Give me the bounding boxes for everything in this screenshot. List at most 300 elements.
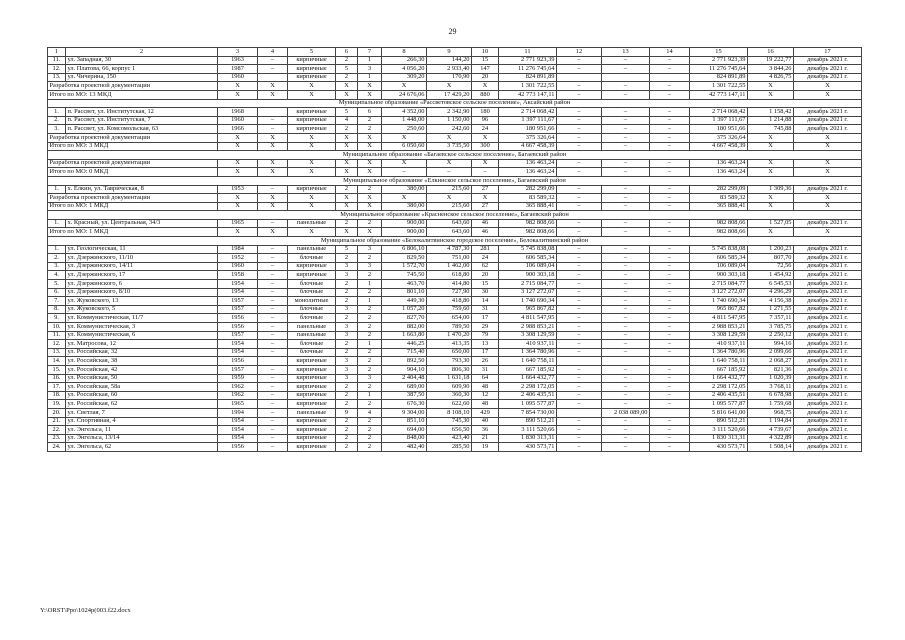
table-cell: 2 bbox=[358, 400, 382, 409]
table-cell: 5 745 838,08 bbox=[690, 245, 748, 254]
table-cell: 19 222,77 bbox=[748, 56, 794, 65]
table-cell: 2 bbox=[336, 314, 358, 323]
table-cell: декабрь 2021 г. bbox=[794, 348, 862, 357]
table-cell: 606 585,34 bbox=[499, 254, 557, 263]
table-cell: 449,30 bbox=[382, 297, 427, 306]
table-cell: – bbox=[557, 202, 602, 211]
table-cell: – bbox=[258, 400, 288, 409]
table-cell: 300 bbox=[472, 142, 499, 151]
table-cell: X bbox=[258, 168, 288, 177]
table-cell: – bbox=[650, 434, 690, 443]
table-cell: – bbox=[650, 202, 690, 211]
table-row bbox=[48, 314, 862, 323]
table-cell: – bbox=[557, 65, 602, 74]
table-cell: 1 759,68 bbox=[748, 400, 794, 409]
header-cell: 4 bbox=[258, 48, 288, 57]
table-cell: декабрь 2021 г. bbox=[794, 280, 862, 289]
table-cell: 715,40 bbox=[382, 348, 427, 357]
table-cell: 365 888,41 bbox=[690, 202, 748, 211]
table-cell: 10. bbox=[48, 323, 66, 332]
table-cell: – bbox=[258, 271, 288, 280]
table-cell: X bbox=[218, 159, 258, 168]
table-cell: 26 bbox=[472, 357, 499, 366]
address-cell: ул. Коммунистическая, 11/7 bbox=[66, 314, 218, 323]
table-cell: – bbox=[602, 142, 650, 151]
table-cell: кирпичные bbox=[288, 357, 336, 366]
table-cell: – bbox=[258, 434, 288, 443]
table-cell: – bbox=[557, 340, 602, 349]
table-cell: X bbox=[288, 168, 336, 177]
table-cell: 24 bbox=[472, 125, 499, 134]
table-cell: 3 844,26 bbox=[748, 65, 794, 74]
table-cell: 667 185,92 bbox=[690, 365, 748, 374]
table-cell: 64 bbox=[472, 374, 499, 383]
table-cell: 180 951,66 bbox=[690, 125, 748, 134]
table-cell: 2 406 435,51 bbox=[690, 391, 748, 400]
table-cell: 1 527,05 bbox=[748, 219, 794, 228]
summary-row bbox=[48, 133, 862, 142]
table-cell: – bbox=[258, 348, 288, 357]
table-cell: X bbox=[358, 90, 382, 99]
table-cell: X bbox=[358, 133, 382, 142]
table-cell: 1954 bbox=[218, 434, 258, 443]
table-cell: 4 811 547,95 bbox=[690, 314, 748, 323]
table-cell: 1984 bbox=[218, 245, 258, 254]
table-cell: 3 111 520,66 bbox=[690, 426, 748, 435]
table-cell: – bbox=[258, 262, 288, 271]
table-cell: – bbox=[602, 194, 650, 203]
table-cell: декабрь 2021 г. bbox=[794, 305, 862, 314]
table-cell: – bbox=[557, 133, 602, 142]
table-cell: – bbox=[602, 417, 650, 426]
table-cell: кирпичные bbox=[288, 262, 336, 271]
table-cell: – bbox=[650, 108, 690, 117]
table-cell: 2 988 853,21 bbox=[499, 323, 557, 332]
table-cell: 2 bbox=[336, 56, 358, 65]
address-cell: ул. Коммунистическая, 6 bbox=[66, 331, 218, 340]
table-cell: 1 bbox=[358, 391, 382, 400]
table-cell: 3 127 272,07 bbox=[690, 288, 748, 297]
table-cell: 20 bbox=[472, 73, 499, 82]
table-cell: 2 bbox=[358, 185, 382, 194]
table-cell: кирпичные bbox=[288, 116, 336, 125]
table-cell: декабрь 2021 г. bbox=[794, 65, 862, 74]
table-cell: 751,00 bbox=[427, 254, 472, 263]
table-cell: декабрь 2021 г. bbox=[794, 408, 862, 417]
table-cell: 656,50 bbox=[427, 426, 472, 435]
table-row bbox=[48, 434, 862, 443]
table-cell: 20. bbox=[48, 408, 66, 417]
address-cell: ул. Российская, 58а bbox=[66, 383, 218, 392]
table-cell: кирпичные bbox=[288, 383, 336, 392]
table-cell: – bbox=[557, 314, 602, 323]
table-cell: 375 326,64 bbox=[499, 133, 557, 142]
table-cell: – bbox=[557, 271, 602, 280]
table-cell: 22. bbox=[48, 426, 66, 435]
table-cell: X bbox=[794, 142, 862, 151]
table-cell: – bbox=[557, 116, 602, 125]
section-heading: Муниципальное образование «Багаевское сельское поселение», Багаевский район bbox=[48, 151, 862, 160]
table-cell: – bbox=[650, 426, 690, 435]
table-row bbox=[48, 408, 862, 417]
table-cell: 83 589,32 bbox=[499, 194, 557, 203]
table-cell: 982 808,66 bbox=[499, 219, 557, 228]
table-cell: 618,80 bbox=[427, 271, 472, 280]
table-cell: – bbox=[650, 65, 690, 74]
summary-label: Разработка проектной документации bbox=[48, 133, 218, 142]
table-cell: 2 bbox=[336, 288, 358, 297]
table-cell: 4 156,38 bbox=[748, 297, 794, 306]
table-cell: 982 808,66 bbox=[690, 228, 748, 237]
table-cell: 2 933,40 bbox=[427, 65, 472, 74]
table-cell: – bbox=[650, 219, 690, 228]
table-cell: – bbox=[650, 391, 690, 400]
table-cell: X bbox=[794, 133, 862, 142]
table-cell: 827,70 bbox=[382, 314, 427, 323]
table-cell: блочные bbox=[288, 348, 336, 357]
table-cell: 1. bbox=[48, 185, 66, 194]
table-cell: 982 808,66 bbox=[499, 228, 557, 237]
table-cell: 62 bbox=[472, 262, 499, 271]
table-cell bbox=[557, 408, 602, 417]
table-cell: кирпичные bbox=[288, 443, 336, 452]
table-cell: – bbox=[602, 133, 650, 142]
table-cell: 848,00 bbox=[382, 434, 427, 443]
table-cell: 2 bbox=[358, 305, 382, 314]
table-cell: 42 773 147,11 bbox=[690, 90, 748, 99]
table-cell: блочные bbox=[288, 254, 336, 263]
table-cell: 3 bbox=[358, 245, 382, 254]
table-cell: 1965 bbox=[218, 219, 258, 228]
table-cell: 2 bbox=[336, 125, 358, 134]
table-cell: – bbox=[258, 340, 288, 349]
table-cell: 24 676,06 bbox=[382, 90, 427, 99]
table-cell: – bbox=[557, 417, 602, 426]
table-cell: 1 020,39 bbox=[748, 374, 794, 383]
table-cell: – bbox=[650, 116, 690, 125]
table-cell: – bbox=[650, 125, 690, 134]
table-row bbox=[48, 426, 862, 435]
table-cell: – bbox=[650, 142, 690, 151]
table-cell: – bbox=[557, 228, 602, 237]
address-cell: ул. Дзержинского, 8/10 bbox=[66, 288, 218, 297]
table-cell: блочные bbox=[288, 314, 336, 323]
table-cell: 429 bbox=[472, 408, 499, 417]
table-cell: 3 768,11 bbox=[748, 383, 794, 392]
summary-row bbox=[48, 82, 862, 91]
table-cell: 5 bbox=[336, 245, 358, 254]
table-cell: – bbox=[650, 314, 690, 323]
section-heading-row bbox=[48, 237, 862, 246]
section-heading-row bbox=[48, 176, 862, 185]
table-cell: X bbox=[258, 142, 288, 151]
table-cell: X bbox=[288, 228, 336, 237]
table-cell: 282 299,09 bbox=[690, 185, 748, 194]
table-cell: 7 357,11 bbox=[748, 314, 794, 323]
table-cell: – bbox=[650, 443, 690, 452]
table-cell: – bbox=[557, 348, 602, 357]
table-cell: декабрь 2021 г. bbox=[794, 374, 862, 383]
table-cell: 13. bbox=[48, 348, 66, 357]
table-cell: 15. bbox=[48, 365, 66, 374]
table-cell: – bbox=[258, 408, 288, 417]
table-cell: – bbox=[650, 82, 690, 91]
table-cell: 21 bbox=[472, 434, 499, 443]
table-cell: 2 bbox=[336, 340, 358, 349]
table-cell: декабрь 2021 г. bbox=[794, 219, 862, 228]
table-cell: X bbox=[472, 133, 499, 142]
table-cell: – bbox=[602, 434, 650, 443]
table-cell: X bbox=[794, 202, 862, 211]
table-cell: 1 057,20 bbox=[382, 305, 427, 314]
table-cell: – bbox=[258, 65, 288, 74]
table-cell: X bbox=[472, 159, 499, 168]
table-cell bbox=[650, 73, 690, 82]
table-cell: 1963 bbox=[218, 56, 258, 65]
table-cell: 14 bbox=[472, 297, 499, 306]
table-cell: панельные bbox=[288, 408, 336, 417]
table-cell: 2 bbox=[358, 348, 382, 357]
table-row bbox=[48, 297, 862, 306]
table-cell: 1957 bbox=[218, 305, 258, 314]
table-cell: 2 bbox=[358, 125, 382, 134]
table-cell: 1 663,80 bbox=[382, 331, 427, 340]
table-cell: 96 bbox=[472, 116, 499, 125]
address-cell: ул. Дзержинского, 17 bbox=[66, 271, 218, 280]
table-cell: 3 bbox=[358, 374, 382, 383]
table-cell: 1 095 577,87 bbox=[690, 400, 748, 409]
table-cell bbox=[602, 73, 650, 82]
data-table bbox=[47, 47, 862, 452]
table-cell: – bbox=[602, 323, 650, 332]
header-cell: 14 bbox=[650, 48, 690, 57]
table-row bbox=[48, 374, 862, 383]
page-number: 29 bbox=[448, 27, 457, 36]
table-cell: 3 127 272,07 bbox=[499, 288, 557, 297]
table-cell: 1958 bbox=[218, 271, 258, 280]
header-cell: 17 bbox=[794, 48, 862, 57]
table-cell: декабрь 2021 г. bbox=[794, 271, 862, 280]
table-cell: 2 bbox=[336, 297, 358, 306]
table-cell: X bbox=[258, 159, 288, 168]
table-cell: – bbox=[602, 271, 650, 280]
table-cell: X bbox=[358, 142, 382, 151]
table-cell: 11. bbox=[48, 56, 66, 65]
table-cell: 3 bbox=[358, 262, 382, 271]
table-cell: 1 200,23 bbox=[748, 245, 794, 254]
table-row bbox=[48, 305, 862, 314]
table-cell: 1 364 780,96 bbox=[690, 348, 748, 357]
table-cell: 880 bbox=[472, 90, 499, 99]
table-cell: 1 664 432,77 bbox=[499, 374, 557, 383]
header-cell: 16 bbox=[748, 48, 794, 57]
summary-row bbox=[48, 194, 862, 203]
table-cell: 242,60 bbox=[427, 125, 472, 134]
table-cell: 2 bbox=[358, 426, 382, 435]
table-cell: 144,20 bbox=[427, 56, 472, 65]
table-cell: 266,30 bbox=[382, 56, 427, 65]
header-cell: 7 bbox=[358, 48, 382, 57]
table-cell: 650,00 bbox=[427, 348, 472, 357]
table-cell: 446,25 bbox=[382, 340, 427, 349]
table-cell: X bbox=[382, 159, 427, 168]
table-cell: 106 089,04 bbox=[690, 262, 748, 271]
table-cell: 890 512,21 bbox=[690, 417, 748, 426]
address-cell: ул. Западная, 30 bbox=[66, 56, 218, 65]
table-cell: 3 bbox=[336, 365, 358, 374]
table-cell: кирпичные bbox=[288, 108, 336, 117]
table-cell: 2 342,90 bbox=[427, 108, 472, 117]
table-row bbox=[48, 365, 862, 374]
summary-label: Итого по МО: 0 МКД bbox=[48, 168, 218, 177]
table-cell: 1 830 313,31 bbox=[499, 434, 557, 443]
table-cell: 309,20 bbox=[382, 73, 427, 82]
table-cell: – bbox=[557, 365, 602, 374]
table-row bbox=[48, 254, 862, 263]
table-cell: 21. bbox=[48, 417, 66, 426]
table-cell: 11. bbox=[48, 331, 66, 340]
summary-row bbox=[48, 142, 862, 151]
table-cell: кирпичные bbox=[288, 65, 336, 74]
table-row bbox=[48, 357, 862, 366]
table-cell: 7. bbox=[48, 297, 66, 306]
table-cell: 1954 bbox=[218, 426, 258, 435]
address-cell: ул. Российская, 32 bbox=[66, 348, 218, 357]
table-cell: – bbox=[650, 288, 690, 297]
table-cell: 365 888,41 bbox=[499, 202, 557, 211]
table-cell: 1 bbox=[358, 280, 382, 289]
table-cell: 83 589,32 bbox=[690, 194, 748, 203]
table-cell: – bbox=[650, 194, 690, 203]
table-cell: 900 303,18 bbox=[499, 271, 557, 280]
table-cell: – bbox=[650, 56, 690, 65]
header-cell: 2 bbox=[66, 48, 218, 57]
table-cell: 622,60 bbox=[427, 400, 472, 409]
table-cell: – bbox=[557, 159, 602, 168]
table-cell: X bbox=[218, 90, 258, 99]
table-cell: 2 bbox=[358, 383, 382, 392]
table-cell: 2. bbox=[48, 254, 66, 263]
table-cell: X bbox=[748, 194, 794, 203]
table-cell: – bbox=[650, 297, 690, 306]
address-cell: ул. Жуковского, 5 bbox=[66, 305, 218, 314]
table-cell: – bbox=[557, 391, 602, 400]
table-cell: – bbox=[602, 254, 650, 263]
table-cell bbox=[650, 357, 690, 366]
table-cell: декабрь 2021 г. bbox=[794, 297, 862, 306]
table-cell: 824 891,89 bbox=[690, 73, 748, 82]
table-cell: 1 508,14 bbox=[748, 443, 794, 452]
table-cell: декабрь 2021 г. bbox=[794, 314, 862, 323]
table-cell: X bbox=[794, 159, 862, 168]
table-row bbox=[48, 271, 862, 280]
table-cell: 7 854 730,00 bbox=[499, 408, 557, 417]
table-cell: 46 bbox=[472, 228, 499, 237]
table-cell: декабрь 2021 г. bbox=[794, 245, 862, 254]
table-cell: 1 740 690,34 bbox=[499, 297, 557, 306]
table-cell: – bbox=[258, 417, 288, 426]
table-cell: 727,90 bbox=[427, 288, 472, 297]
table-cell: 3 bbox=[336, 323, 358, 332]
table-cell: X bbox=[336, 82, 358, 91]
table-cell: декабрь 2021 г. bbox=[794, 125, 862, 134]
table-cell: – bbox=[602, 383, 650, 392]
table-cell: – bbox=[258, 314, 288, 323]
table-cell: – bbox=[557, 185, 602, 194]
table-cell: – bbox=[602, 108, 650, 117]
table-cell: 1 194,84 bbox=[748, 417, 794, 426]
table-cell: 2 771 923,39 bbox=[690, 56, 748, 65]
table-cell: X bbox=[288, 133, 336, 142]
table-cell: X bbox=[336, 168, 358, 177]
summary-label: Итого по МО: 1 МКД bbox=[48, 228, 218, 237]
table-cell: 2 bbox=[336, 426, 358, 435]
table-cell: 14. bbox=[48, 357, 66, 366]
address-cell: ул. Энгельса, 62 bbox=[66, 443, 218, 452]
address-cell: ул. Российская, 62 bbox=[66, 400, 218, 409]
table-cell: X bbox=[218, 82, 258, 91]
table-cell: 4 826,75 bbox=[748, 73, 794, 82]
table-cell: 4 667 458,39 bbox=[690, 142, 748, 151]
table-cell: 2 bbox=[358, 417, 382, 426]
table-cell: 904,10 bbox=[382, 365, 427, 374]
table-cell: X bbox=[794, 194, 862, 203]
table-cell: 36 bbox=[472, 426, 499, 435]
table-cell: 1 bbox=[358, 73, 382, 82]
table-cell: 42 773 147,11 bbox=[499, 90, 557, 99]
table-cell: 430 573,71 bbox=[499, 443, 557, 452]
table-cell: 3 bbox=[336, 374, 358, 383]
table-cell: 136 463,24 bbox=[690, 159, 748, 168]
table-cell: X bbox=[748, 168, 794, 177]
table-cell: X bbox=[218, 168, 258, 177]
table-cell: 1956 bbox=[218, 357, 258, 366]
table-cell: 4 296,29 bbox=[748, 288, 794, 297]
section-heading-row bbox=[48, 211, 862, 220]
table-cell: 6 bbox=[358, 108, 382, 117]
table-cell: – bbox=[650, 400, 690, 409]
table-cell bbox=[557, 357, 602, 366]
table-cell: декабрь 2021 г. bbox=[794, 383, 862, 392]
table-cell: 1 397 111,67 bbox=[499, 116, 557, 125]
table-row bbox=[48, 331, 862, 340]
table-cell: 48 bbox=[472, 400, 499, 409]
table-row bbox=[48, 391, 862, 400]
table-cell: – bbox=[258, 297, 288, 306]
table-cell: 2 bbox=[336, 254, 358, 263]
table-cell: 282 299,09 bbox=[499, 185, 557, 194]
table-cell: декабрь 2021 г. bbox=[794, 288, 862, 297]
table-cell: – bbox=[557, 331, 602, 340]
table-cell: X bbox=[748, 202, 794, 211]
table-cell: 20 bbox=[472, 271, 499, 280]
table-cell: 1 740 690,34 bbox=[690, 297, 748, 306]
table-cell: 2 bbox=[358, 365, 382, 374]
table-cell: 2 bbox=[358, 357, 382, 366]
table-cell: 410 937,11 bbox=[499, 340, 557, 349]
header-cell: 5 bbox=[288, 48, 336, 57]
table-row bbox=[48, 340, 862, 349]
table-cell bbox=[258, 357, 288, 366]
section-heading: Муниципальное образование «Рассветовское сельское поселение», Аксайский район bbox=[48, 99, 862, 108]
table-cell: 745,88 bbox=[748, 125, 794, 134]
table-cell: 2 715 084,77 bbox=[690, 280, 748, 289]
table-cell: 2 298 172,05 bbox=[690, 383, 748, 392]
address-cell: п. Рассвет, ул. Институтская, 12 bbox=[66, 108, 218, 117]
table-cell: 17 bbox=[472, 348, 499, 357]
table-cell: 2 714 068,42 bbox=[499, 108, 557, 117]
table-cell: кирпичные bbox=[288, 73, 336, 82]
